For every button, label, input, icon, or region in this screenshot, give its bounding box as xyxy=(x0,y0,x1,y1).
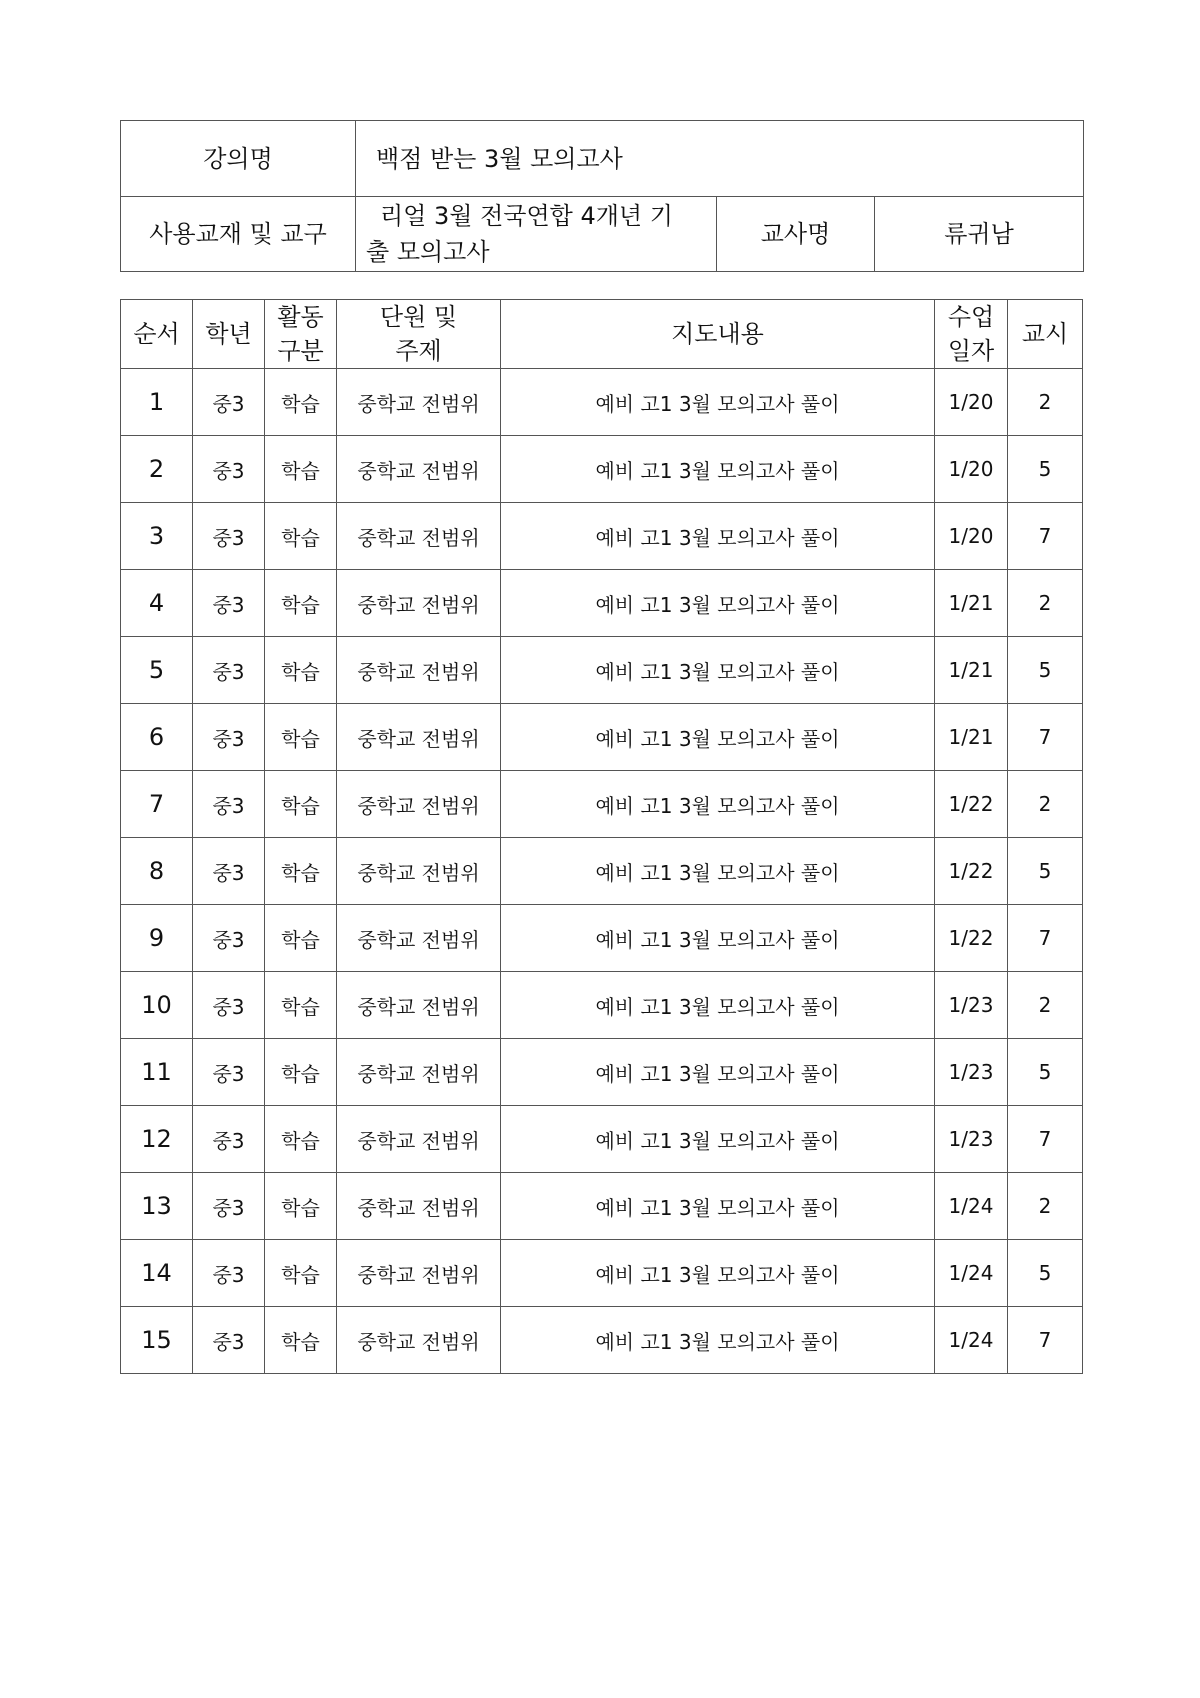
cell-grade: 중3 xyxy=(193,1173,265,1240)
cell-unit: 중학교 전범위 xyxy=(337,637,501,704)
cell-seq: 14 xyxy=(121,1240,193,1307)
cell-date: 1/21 xyxy=(935,570,1008,637)
cell-unit: 중학교 전범위 xyxy=(337,771,501,838)
cell-unit: 중학교 전범위 xyxy=(337,1039,501,1106)
table-row xyxy=(121,436,1083,503)
cell-unit: 중학교 전범위 xyxy=(337,1307,501,1374)
cell-date: 1/23 xyxy=(935,1039,1008,1106)
cell-date: 1/23 xyxy=(935,1106,1008,1173)
cell-activity: 학습 xyxy=(265,503,337,570)
table-row xyxy=(121,1240,1083,1307)
cell-activity: 학습 xyxy=(265,1173,337,1240)
cell-seq: 1 xyxy=(121,369,193,436)
cell-seq: 15 xyxy=(121,1307,193,1374)
cell-activity: 학습 xyxy=(265,570,337,637)
table-row xyxy=(121,771,1083,838)
cell-grade: 중3 xyxy=(193,1307,265,1374)
cell-content: 예비 고1 3월 모의고사 풀이 xyxy=(501,704,935,771)
cell-seq: 13 xyxy=(121,1173,193,1240)
cell-grade: 중3 xyxy=(193,838,265,905)
cell-grade: 중3 xyxy=(193,771,265,838)
table-row xyxy=(121,570,1083,637)
cell-seq: 10 xyxy=(121,972,193,1039)
teacher-value: 류귀남 xyxy=(875,197,1084,272)
cell-activity: 학습 xyxy=(265,436,337,503)
cell-date: 1/21 xyxy=(935,637,1008,704)
cell-activity: 학습 xyxy=(265,771,337,838)
cell-unit: 중학교 전범위 xyxy=(337,1173,501,1240)
table-row xyxy=(121,838,1083,905)
cell-grade: 중3 xyxy=(193,503,265,570)
cell-unit: 중학교 전범위 xyxy=(337,838,501,905)
course-name-label: 강의명 xyxy=(121,121,356,197)
cell-activity: 학습 xyxy=(265,838,337,905)
cell-unit: 중학교 전범위 xyxy=(337,436,501,503)
table-row xyxy=(121,1307,1083,1374)
header-unit xyxy=(337,300,501,369)
cell-activity: 학습 xyxy=(265,1039,337,1106)
cell-period: 2 xyxy=(1008,972,1083,1039)
cell-grade: 중3 xyxy=(193,704,265,771)
header-grade: 학년 xyxy=(193,300,265,369)
header-period: 교시 xyxy=(1008,300,1083,369)
material-value-line2: 출 모의고사 xyxy=(366,238,490,266)
cell-seq: 6 xyxy=(121,704,193,771)
table-row xyxy=(121,972,1083,1039)
header-date xyxy=(935,300,1008,369)
cell-period: 2 xyxy=(1008,771,1083,838)
header-date-line2: 일자 xyxy=(947,337,995,365)
cell-unit: 중학교 전범위 xyxy=(337,369,501,436)
material-value-line1: 리얼 3월 전국연합 4개년 기 xyxy=(380,202,673,230)
header-content: 지도내용 xyxy=(501,300,935,369)
cell-seq: 2 xyxy=(121,436,193,503)
cell-activity: 학습 xyxy=(265,905,337,972)
cell-period: 2 xyxy=(1008,570,1083,637)
cell-seq: 7 xyxy=(121,771,193,838)
course-name-row xyxy=(121,121,1084,197)
cell-grade: 중3 xyxy=(193,972,265,1039)
cell-grade: 중3 xyxy=(193,369,265,436)
header-activity xyxy=(265,300,337,369)
cell-date: 1/21 xyxy=(935,704,1008,771)
header-unit-line1: 단원 및 xyxy=(379,303,458,331)
cell-content: 예비 고1 3월 모의고사 풀이 xyxy=(501,1307,935,1374)
cell-date: 1/22 xyxy=(935,905,1008,972)
cell-unit: 중학교 전범위 xyxy=(337,570,501,637)
cell-period: 5 xyxy=(1008,637,1083,704)
cell-unit: 중학교 전범위 xyxy=(337,905,501,972)
cell-activity: 학습 xyxy=(265,1307,337,1374)
cell-grade: 중3 xyxy=(193,1039,265,1106)
cell-date: 1/24 xyxy=(935,1307,1008,1374)
cell-period: 7 xyxy=(1008,1307,1083,1374)
cell-grade: 중3 xyxy=(193,905,265,972)
cell-content: 예비 고1 3월 모의고사 풀이 xyxy=(501,369,935,436)
table-row xyxy=(121,704,1083,771)
course-name-value: 백점 받는 3월 모의고사 xyxy=(356,121,1084,197)
cell-period: 7 xyxy=(1008,1106,1083,1173)
table-row xyxy=(121,637,1083,704)
cell-content: 예비 고1 3월 모의고사 풀이 xyxy=(501,436,935,503)
cell-content: 예비 고1 3월 모의고사 풀이 xyxy=(501,838,935,905)
header-date-line1: 수업 xyxy=(947,303,995,331)
teacher-label: 교사명 xyxy=(717,197,875,272)
schedule-header-row xyxy=(121,300,1083,369)
cell-content: 예비 고1 3월 모의고사 풀이 xyxy=(501,1173,935,1240)
header-activity-line1: 활동 xyxy=(277,303,324,331)
cell-period: 5 xyxy=(1008,436,1083,503)
cell-activity: 학습 xyxy=(265,637,337,704)
cell-date: 1/20 xyxy=(935,503,1008,570)
cell-period: 7 xyxy=(1008,905,1083,972)
cell-date: 1/24 xyxy=(935,1240,1008,1307)
cell-content: 예비 고1 3월 모의고사 풀이 xyxy=(501,1039,935,1106)
cell-date: 1/20 xyxy=(935,436,1008,503)
cell-period: 2 xyxy=(1008,369,1083,436)
cell-grade: 중3 xyxy=(193,570,265,637)
cell-unit: 중학교 전범위 xyxy=(337,1106,501,1173)
cell-period: 5 xyxy=(1008,838,1083,905)
cell-content: 예비 고1 3월 모의고사 풀이 xyxy=(501,1240,935,1307)
cell-grade: 중3 xyxy=(193,1106,265,1173)
cell-seq: 12 xyxy=(121,1106,193,1173)
cell-content: 예비 고1 3월 모의고사 풀이 xyxy=(501,637,935,704)
cell-activity: 학습 xyxy=(265,369,337,436)
table-row xyxy=(121,1106,1083,1173)
cell-activity: 학습 xyxy=(265,972,337,1039)
cell-seq: 5 xyxy=(121,637,193,704)
cell-period: 7 xyxy=(1008,704,1083,771)
table-row xyxy=(121,369,1083,436)
cell-content: 예비 고1 3월 모의고사 풀이 xyxy=(501,905,935,972)
cell-grade: 중3 xyxy=(193,436,265,503)
course-info-table xyxy=(120,120,1084,272)
cell-period: 2 xyxy=(1008,1173,1083,1240)
cell-grade: 중3 xyxy=(193,637,265,704)
table-row xyxy=(121,503,1083,570)
cell-activity: 학습 xyxy=(265,1106,337,1173)
table-row xyxy=(121,905,1083,972)
cell-date: 1/22 xyxy=(935,771,1008,838)
material-label: 사용교재 및 교구 xyxy=(121,197,356,272)
cell-date: 1/20 xyxy=(935,369,1008,436)
material-value xyxy=(356,197,717,272)
cell-period: 7 xyxy=(1008,503,1083,570)
cell-date: 1/24 xyxy=(935,1173,1008,1240)
cell-unit: 중학교 전범위 xyxy=(337,704,501,771)
cell-activity: 학습 xyxy=(265,704,337,771)
cell-content: 예비 고1 3월 모의고사 풀이 xyxy=(501,972,935,1039)
cell-content: 예비 고1 3월 모의고사 풀이 xyxy=(501,503,935,570)
cell-unit: 중학교 전범위 xyxy=(337,1240,501,1307)
cell-seq: 8 xyxy=(121,838,193,905)
cell-period: 5 xyxy=(1008,1039,1083,1106)
header-seq: 순서 xyxy=(121,300,193,369)
cell-seq: 3 xyxy=(121,503,193,570)
cell-seq: 9 xyxy=(121,905,193,972)
header-unit-line2: 주제 xyxy=(395,337,442,365)
cell-date: 1/23 xyxy=(935,972,1008,1039)
table-row xyxy=(121,1173,1083,1240)
cell-grade: 중3 xyxy=(193,1240,265,1307)
cell-seq: 4 xyxy=(121,570,193,637)
cell-activity: 학습 xyxy=(265,1240,337,1307)
cell-content: 예비 고1 3월 모의고사 풀이 xyxy=(501,1106,935,1173)
cell-date: 1/22 xyxy=(935,838,1008,905)
table-row xyxy=(121,1039,1083,1106)
cell-unit: 중학교 전범위 xyxy=(337,972,501,1039)
course-material-row xyxy=(121,197,1084,272)
lesson-schedule-table xyxy=(120,299,1083,1374)
cell-period: 5 xyxy=(1008,1240,1083,1307)
cell-seq: 11 xyxy=(121,1039,193,1106)
cell-content: 예비 고1 3월 모의고사 풀이 xyxy=(501,570,935,637)
cell-unit: 중학교 전범위 xyxy=(337,503,501,570)
cell-content: 예비 고1 3월 모의고사 풀이 xyxy=(501,771,935,838)
header-activity-line2: 구분 xyxy=(277,337,324,365)
